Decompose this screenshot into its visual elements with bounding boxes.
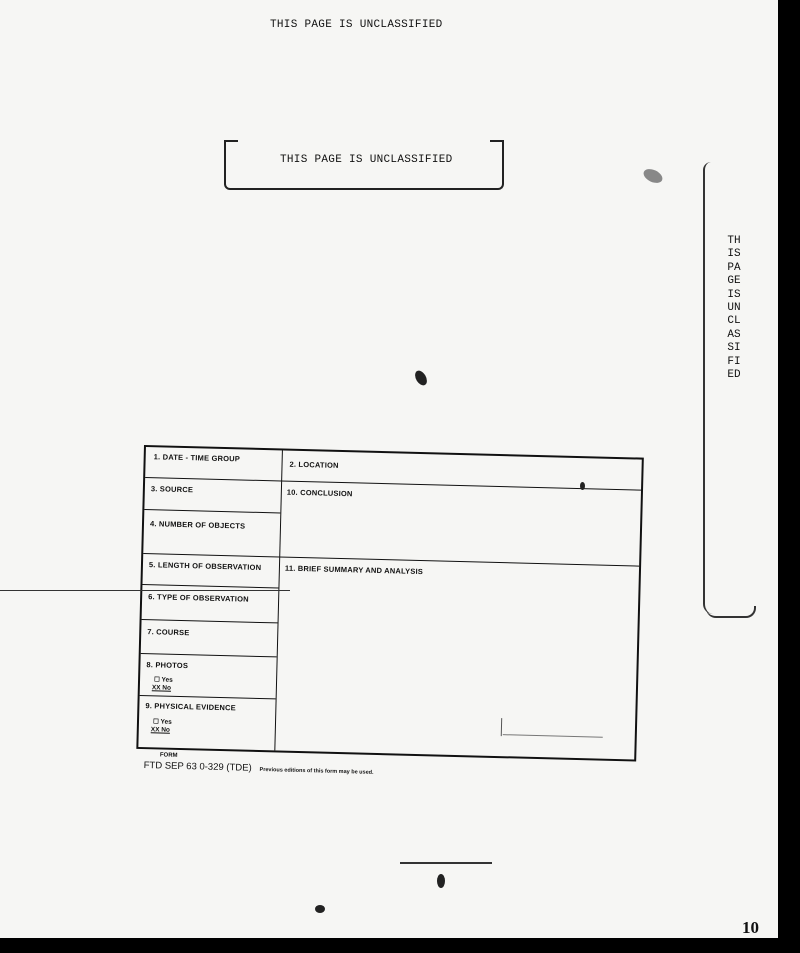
evidence-yes-checkbox: ☐ Yes [152,718,172,726]
scan-speck [641,166,664,185]
form-divider-main [274,450,283,750]
scan-artifact-line-bottom [400,862,492,864]
field-location: 2. LOCATION [289,459,339,470]
scan-speck [315,905,325,913]
summary-pencil-line [503,734,603,738]
stamp-corner-right [490,140,504,142]
form-rule-l3 [143,553,279,557]
field-number-of-objects: 4. NUMBER OF OBJECTS [149,519,246,531]
footer-form-word: FORM [159,752,178,759]
field-date-time-group: 1. DATE - TIME GROUP [153,452,241,464]
photos-yes-checkbox: ☐ Yes [153,676,173,684]
field-type-of-observation: 6. TYPE OF OBSERVATION [148,592,249,604]
report-form [136,445,644,762]
scan-speck [437,874,445,888]
form-rule-l1 [145,477,281,481]
page-number: 10 [742,918,759,937]
evidence-no-checkbox: XX No [150,726,171,734]
form-rule-l6 [141,653,277,657]
scan-speck [413,369,430,388]
field-course: 7. COURSE [147,627,190,638]
side-classification-stamp: THIS PAGE IS UNCLASSIFIED [727,235,748,382]
form-rule-l5 [142,619,278,623]
field-photos: 8. PHOTOS [146,660,189,671]
side-stamp-bracket-bottom [706,606,756,618]
scan-speck [580,482,585,490]
form-rule-l2 [144,509,280,513]
photos-no-checkbox: XX No [151,684,172,692]
field-source: 3. SOURCE [150,484,194,495]
field-length-of-observation: 5. LENGTH OF OBSERVATION [148,560,262,573]
field-conclusion: 10. CONCLUSION [286,487,353,499]
side-stamp-bracket [703,162,757,614]
field-physical-evidence: 9. PHYSICAL EVIDENCE [145,701,237,713]
stamp-corner-left [224,140,238,142]
header-mid-classification: THIS PAGE IS UNCLASSIFIED [280,154,453,166]
form-rule-l7 [140,695,276,699]
scan-artifact-line [0,590,290,591]
field-brief-summary: 11. BRIEF SUMMARY AND ANALYSIS [284,563,424,577]
footer-previous-editions: Previous editions of this form may be used. [259,766,374,776]
footer-form-id: FTD SEP 63 0-329 (TDE) [143,759,252,774]
header-top-classification: THIS PAGE IS UNCLASSIFIED [270,19,443,31]
header-stamp-frame [224,142,504,190]
form-rule-l4 [142,584,278,588]
